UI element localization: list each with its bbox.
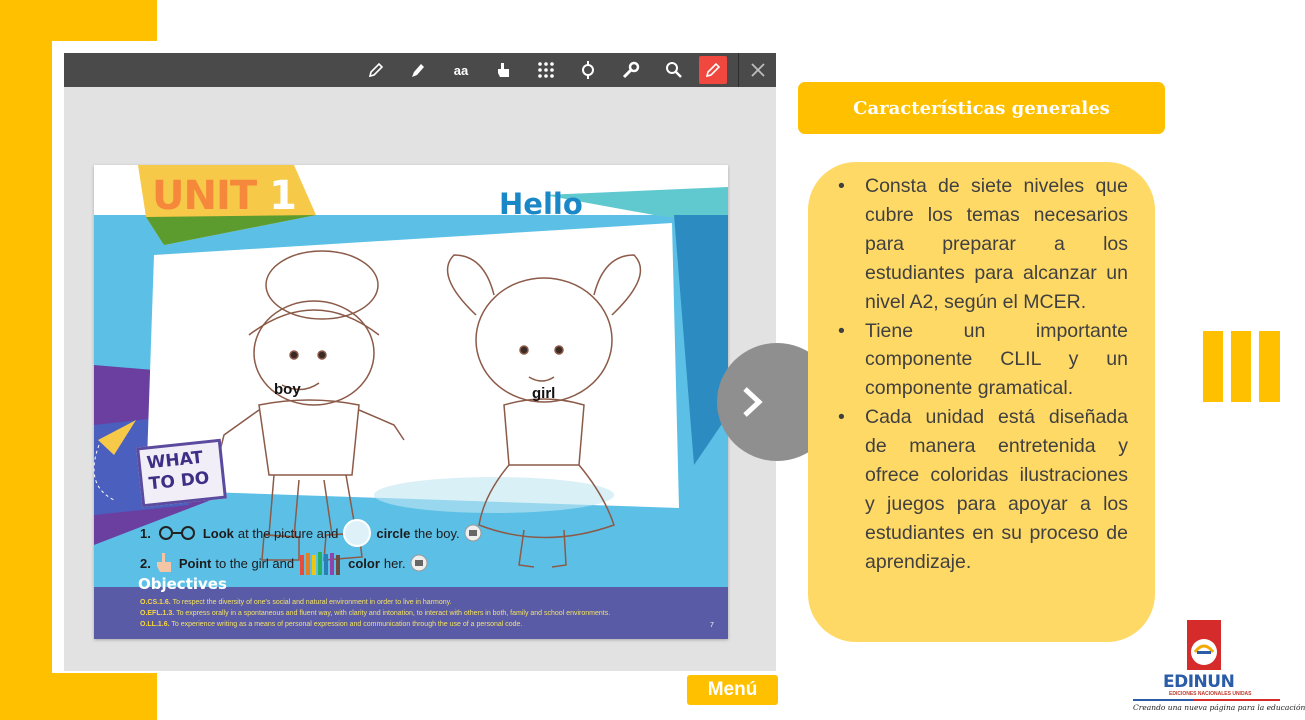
viewer-toolbar	[64, 53, 776, 87]
feature-item: • Tiene un importante componente CLIL y un componente gramatical.	[836, 317, 1128, 404]
spotlight-icon[interactable]	[574, 56, 602, 84]
book-viewer	[64, 53, 776, 671]
objective-code: O.LL.1.6.	[140, 621, 170, 628]
unit-number: 1	[269, 173, 296, 219]
logo-name: EDINUN	[1163, 672, 1235, 692]
instruction-1-end: the boy.	[414, 525, 460, 541]
colored-pencils-icon	[298, 549, 344, 577]
glasses-icon	[155, 526, 199, 540]
objective-text: To experience writing as a means of personal expression and communication through the use of a personal code.	[171, 621, 523, 628]
text-size-icon[interactable]	[447, 56, 475, 84]
circle-icon	[342, 518, 372, 548]
feature-item: • Consta de siete niveles que cubre los temas necesarios para preparar a los estudiantes para alcanzar un nivel A2, según el MCER.	[836, 172, 1128, 317]
objectives-title: Objectives	[138, 575, 227, 593]
decor-bar	[1231, 331, 1251, 402]
page-number: 7	[710, 622, 714, 629]
boy-label: boy	[274, 381, 301, 398]
objective-text: To respect the diversity of one's social and natural environment in order to live in harmony.	[172, 599, 452, 606]
pointing-hand-icon	[155, 551, 175, 575]
instruction-1	[140, 518, 482, 548]
badge-line1: WHAT	[145, 447, 204, 474]
feature-item: • Cada unidad está diseñada de manera entretenida y ofrece coloridas ilustraciones y juegos para apoyar a los estudiantes en su proceso de aprendizaje.	[836, 403, 1128, 576]
objective-item	[140, 599, 452, 606]
wrench-icon[interactable]	[617, 56, 645, 84]
search-icon[interactable]	[660, 56, 688, 84]
menu-button[interactable]: Menú	[687, 675, 778, 705]
instruction-1-verb: Look	[202, 525, 234, 541]
instruction-2-end: her.	[383, 555, 406, 571]
decor-bar	[1203, 331, 1223, 402]
audio-icon[interactable]	[410, 554, 428, 572]
edinun-logo	[1133, 618, 1305, 718]
instruction-2-verb: Point	[178, 555, 212, 571]
grid-icon[interactable]	[532, 56, 560, 84]
logo-emblem-icon	[1185, 618, 1225, 672]
badge-line2: TO DO	[147, 468, 211, 495]
toolbar-divider	[738, 53, 739, 87]
book-page	[94, 165, 728, 639]
logo-subtitle: EDICIONES NACIONALES UNIDAS	[1169, 691, 1252, 697]
objective-code: O.EFL.1.3.	[140, 610, 175, 617]
section-header: Características generales	[798, 82, 1165, 134]
audio-icon[interactable]	[464, 524, 482, 542]
features-list	[836, 172, 1128, 577]
hand-pointer-icon[interactable]	[490, 56, 518, 84]
instruction-2-verb2: color	[348, 555, 380, 571]
logo-stripe	[1133, 698, 1280, 702]
logo-tagline: Creando una nueva página para la educación	[1133, 703, 1305, 712]
instruction-1-number: 1.	[140, 525, 151, 541]
objective-text: To express orally in a spontaneous and fluent way, with clarity and intonation, to interact with others in both, family and school environments.	[176, 610, 611, 617]
close-icon[interactable]	[744, 56, 772, 84]
text-size-label: aa	[453, 62, 469, 78]
highlighter-icon[interactable]	[404, 56, 432, 84]
girl-label: girl	[532, 385, 556, 402]
instruction-2	[140, 549, 428, 577]
unit-word: UNIT	[152, 173, 257, 219]
objective-item	[140, 610, 610, 617]
page-title: Hello	[499, 187, 583, 221]
features-panel	[808, 162, 1155, 642]
objective-code: O.CS.1.6.	[140, 599, 171, 606]
decor-bar	[1259, 331, 1280, 402]
objective-item	[140, 621, 522, 628]
instruction-2-mid: to the girl and	[215, 555, 295, 571]
pen-active-icon[interactable]	[699, 56, 727, 84]
instruction-1-verb2: circle	[376, 525, 411, 541]
pencil-icon[interactable]	[362, 56, 390, 84]
unit-title	[152, 173, 296, 219]
instruction-2-number: 2.	[140, 555, 151, 571]
instruction-1-mid: at the picture and	[237, 525, 339, 541]
chevron-right-icon	[737, 385, 767, 419]
what-to-do-badge	[136, 439, 227, 508]
